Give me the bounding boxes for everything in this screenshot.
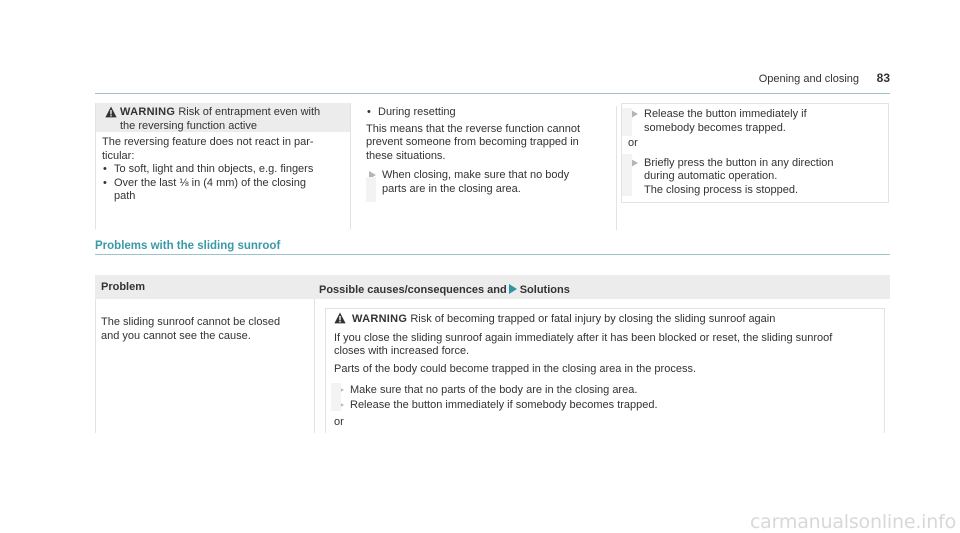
warning-text-line: Risk of entrapment even with	[175, 106, 321, 118]
list-item	[102, 177, 344, 204]
warning-column	[95, 103, 351, 230]
or-label: or	[628, 137, 638, 149]
continuation-column	[366, 106, 617, 230]
step-band	[622, 108, 632, 136]
column-header-solutions	[319, 284, 570, 298]
warning-triangle-icon	[105, 106, 117, 118]
step-band	[366, 177, 376, 202]
instruction-step	[628, 157, 882, 198]
step-arrow-icon	[631, 110, 638, 118]
warning-body	[96, 132, 350, 204]
warning-label: WARNING	[120, 106, 176, 118]
or-label: or	[334, 416, 344, 428]
list-item-text: Over the last ⅛ in (4 mm) of the closing	[114, 176, 306, 189]
list-item-text: During resetting	[378, 106, 456, 118]
body-line: ticular:	[102, 149, 135, 162]
paragraph-line: prevent someone from becoming trapped in	[366, 136, 579, 148]
list-item	[102, 163, 344, 177]
paragraph-line: closes with increased force.	[334, 345, 470, 357]
warning-header	[96, 103, 350, 132]
running-header: Opening and closing	[758, 73, 859, 85]
instruction-step	[334, 384, 874, 398]
step-text: during automatic operation.	[644, 170, 778, 182]
section-title: Problems with the sliding sunroof	[95, 240, 281, 252]
list-item-text: To soft, light and thin objects, e.g. fingers	[114, 163, 314, 175]
column-header-text: Solutions	[519, 284, 570, 296]
paragraph-line: these situations.	[366, 149, 446, 162]
step-text: somebody becomes trapped.	[644, 121, 786, 134]
problem-cell	[101, 316, 301, 343]
step-text: The closing process is stopped.	[644, 183, 799, 196]
solution-arrow-icon	[509, 284, 517, 294]
solution-cell	[325, 308, 885, 433]
paragraph	[366, 123, 616, 164]
table-header	[95, 275, 890, 299]
warning-label: WARNING	[352, 313, 408, 325]
warning-text: Risk of becoming trapped or fatal injury by closing the sliding sunroof again	[407, 313, 776, 325]
watermark: carmanualsonline.info	[749, 510, 956, 533]
instruction-step	[366, 169, 616, 196]
paragraph	[334, 332, 874, 359]
table-border	[95, 299, 96, 433]
step-text: Briefly press the button in any direction	[644, 156, 834, 169]
table-row	[95, 299, 890, 433]
table-border	[314, 299, 315, 433]
warning-text-line: the reversing function active	[120, 119, 257, 132]
step-band	[331, 383, 341, 411]
paragraph-line: This means that the reverse function cannot	[366, 122, 581, 135]
column-header-problem: Problem	[101, 281, 146, 293]
column-header-text: Possible causes/consequences and	[319, 284, 507, 296]
step-arrow-icon	[631, 159, 638, 167]
warning-line	[334, 313, 874, 327]
paragraph-line: If you close the sliding sunroof again immediately after it has been blocked or reset, the sliding sunroof	[334, 331, 833, 344]
paragraph: Parts of the body could become trapped in the closing area in the process.	[334, 362, 696, 375]
steps-column	[621, 103, 889, 203]
header-divider	[95, 93, 890, 94]
instruction-step	[628, 108, 882, 135]
problem-text: The sliding sunroof cannot be closed	[101, 316, 281, 328]
step-text: When closing, make sure that no body	[382, 169, 570, 181]
step-text: Make sure that no parts of the body are in the closing area.	[350, 384, 638, 396]
warning-text	[120, 106, 344, 133]
step-band	[622, 154, 632, 196]
section-divider	[95, 254, 890, 255]
list-item-text: path	[114, 190, 136, 202]
problem-text: and you cannot see the cause.	[101, 329, 251, 342]
step-text: Release the button immediately if somebody becomes trapped.	[350, 398, 658, 411]
list-item	[366, 106, 616, 120]
instruction-step	[334, 399, 874, 413]
solution-content	[334, 313, 874, 430]
step-text: Release the button immediately if	[644, 108, 807, 120]
step-text: parts are in the closing area.	[382, 182, 521, 195]
body-line: The reversing feature does not react in par-	[102, 136, 314, 148]
page-number: 83	[876, 71, 890, 85]
